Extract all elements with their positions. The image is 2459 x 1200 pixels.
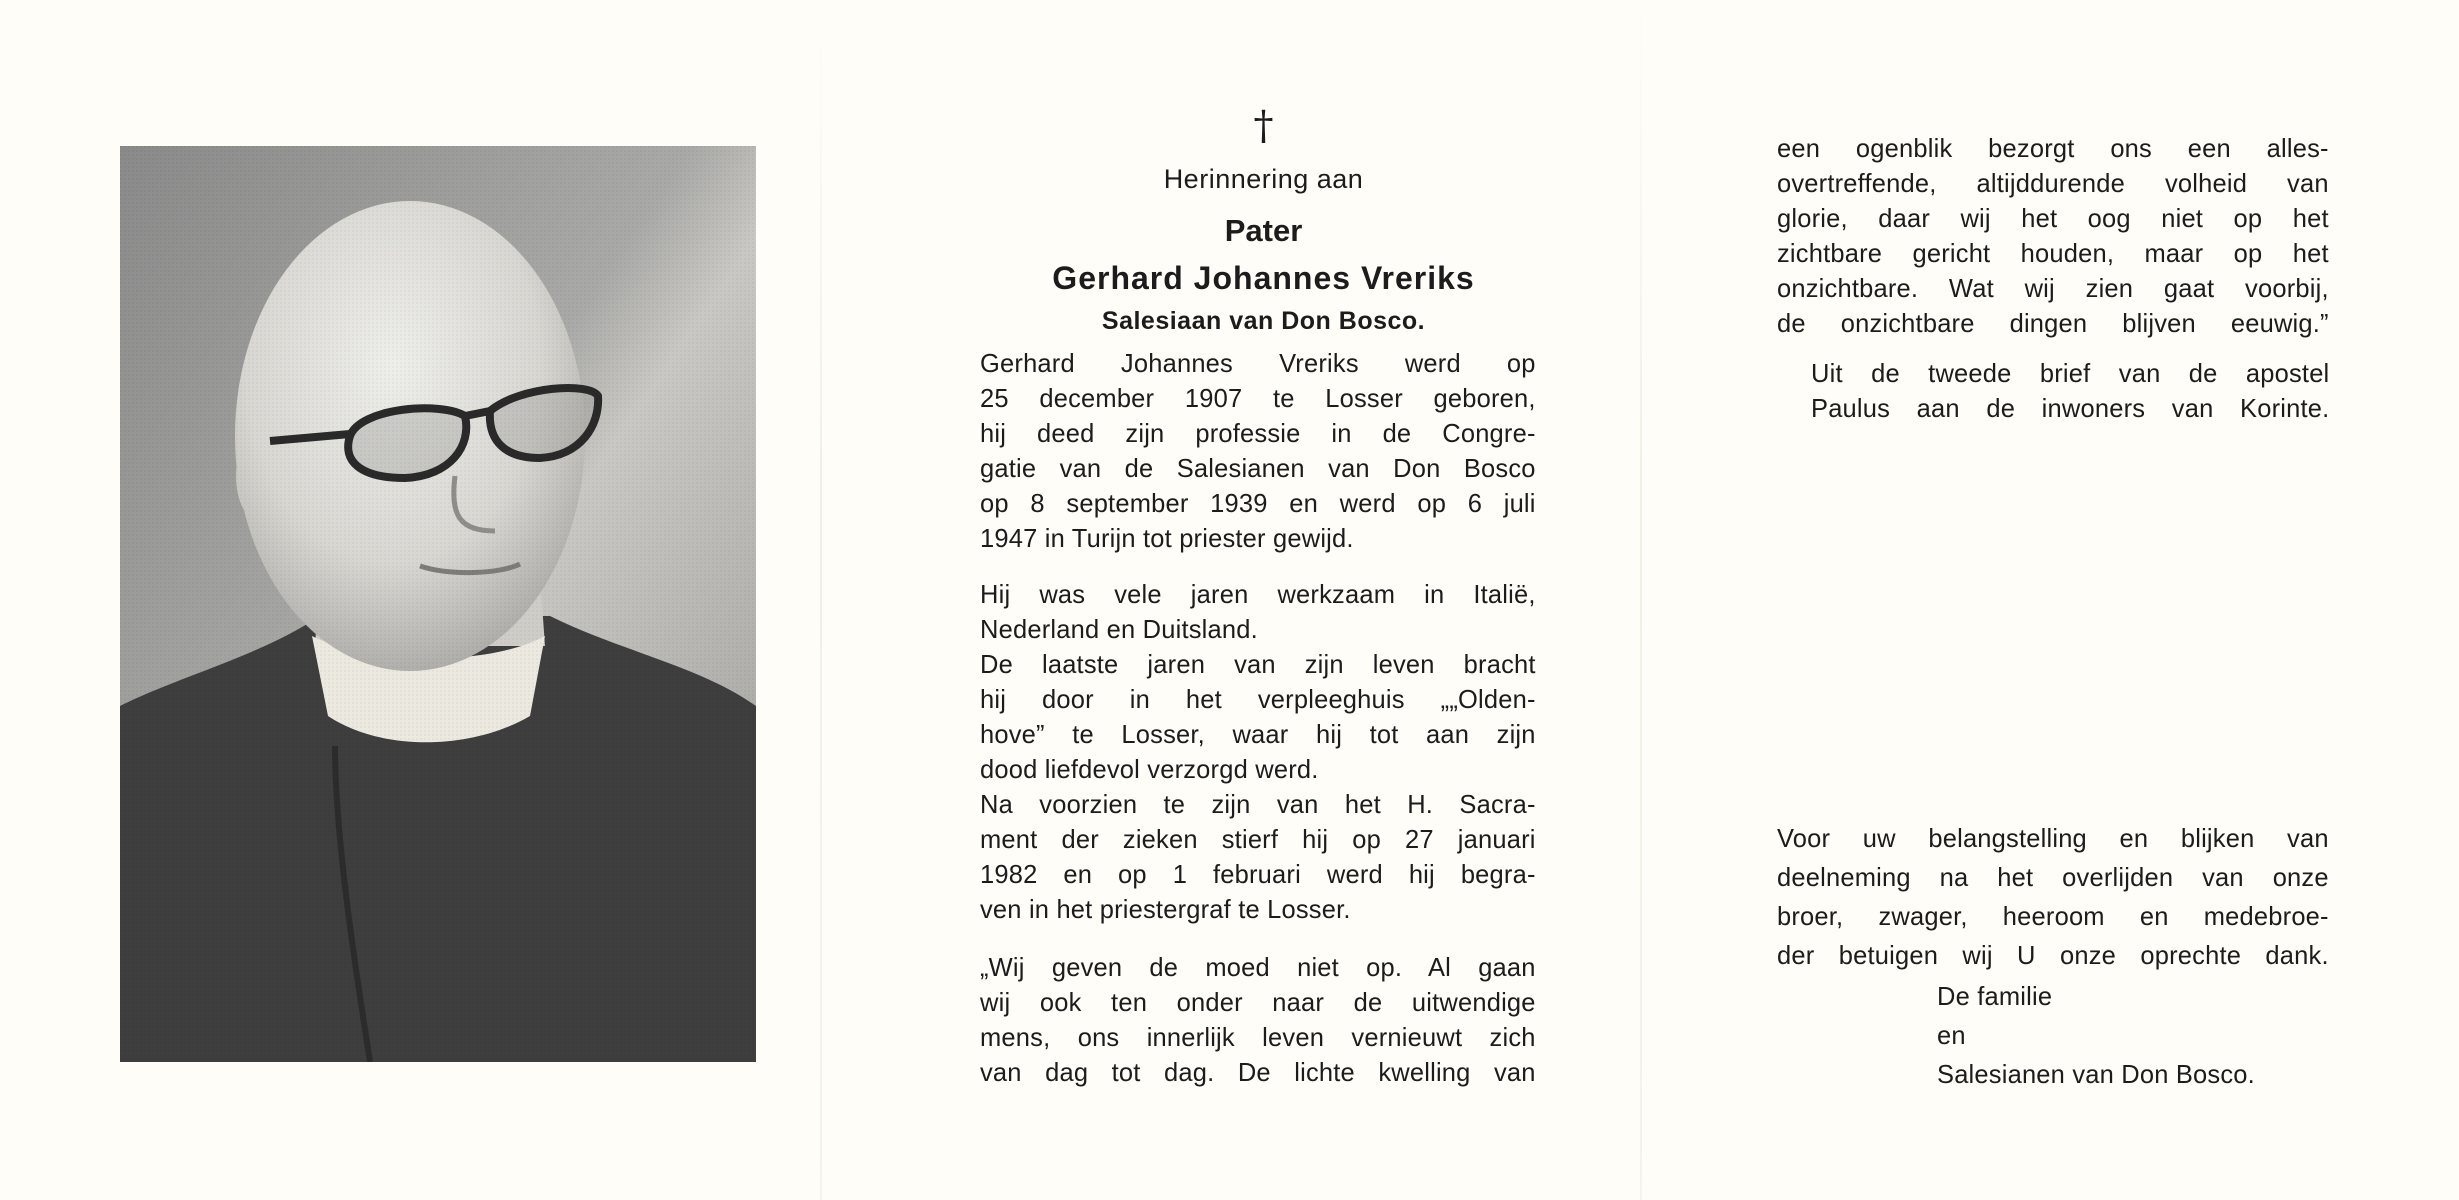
quote-line: glorie, daar wij het oog niet op het [1777,203,2329,233]
signature-line: Salesianen van Don Bosco. [1937,1059,2255,1089]
biography-line: 1947 in Turijn tot priester gewijd. [980,523,1354,553]
quote-line: zichtbare gericht houden, maar op het [1777,238,2329,268]
biography-line: Nederland en Duitsland. [980,614,1258,644]
biography-line: wij ook ten onder naar de uitwendige [980,987,1536,1017]
biography-line: hij door in het verpleeghuis „„Olden- [980,684,1536,714]
thanks-line: der betuigen wij U onze oprechte dank. [1777,940,2329,970]
biography-line: 25 december 1907 te Losser geboren, [980,383,1536,413]
signature-line: en [1937,1020,1966,1050]
biography-line: dood liefdevol verzorgd werd. [980,754,1319,784]
intro-text: Herinnering aan [1163,164,1364,194]
source-line: Paulus aan de inwoners van Korinte. [1811,393,2330,423]
fold-line [1640,0,1642,1200]
biography-line: hove” te Losser, waar hij tot aan zijn [980,719,1536,749]
quote-line: de onzichtbare dingen blijven eeuwig.” [1777,308,2329,338]
fold-line [820,0,822,1200]
biography-line: 1982 en op 1 februari werd hij begra- [980,859,1536,889]
biography-line: op 8 september 1939 en werd op 6 juli [980,488,1536,518]
deceased-name: Gerhard Johannes Vreriks [1052,260,1475,296]
title-pater: Pater [1224,213,1303,248]
portrait-illustration [120,146,756,1062]
biography-line: Na voorzien te zijn van het H. Sacra- [980,789,1536,819]
biography-line: Gerhard Johannes Vreriks werd op [980,348,1536,378]
quote-line: een ogenblik bezorgt ons een alles- [1777,133,2329,163]
thanks-line: broer, zwager, heeroom en medebroe- [1777,901,2329,931]
portrait-photo [120,146,756,1062]
biography-line: ven in het priestergraf te Losser. [980,894,1351,924]
biography-line: „Wij geven de moed niet op. Al gaan [980,952,1536,982]
source-line: Uit de tweede brief van de apostel [1811,358,2330,388]
signature-line: De familie [1937,981,2053,1011]
biography-line: hij deed zijn professie in de Congre- [980,418,1536,448]
biography-line: van dag tot dag. De lichte kwelling van [980,1057,1536,1087]
biography-line: De laatste jaren van zijn leven bracht [980,649,1536,679]
quote-line: overtreffende, altijddurende volheid van [1777,168,2329,198]
biography-line: ment der zieken stierf hij op 27 januari [980,824,1536,854]
thanks-line: deelneming na het overlijden van onze [1777,862,2329,892]
quote-line: onzichtbare. Wat wij zien gaat voorbij, [1777,273,2329,303]
biography-line: Hij was vele jaren werkzaam in Italië, [980,579,1536,609]
biography-line: gatie van de Salesianen van Don Bosco [980,453,1536,483]
biography-line: mens, ons innerlijk leven vernieuwt zich [980,1022,1536,1052]
cross-icon: † [1253,103,1274,149]
congregation-subtitle: Salesiaan van Don Bosco. [1101,307,1426,335]
thanks-line: Voor uw belangstelling en blijken van [1777,823,2329,853]
